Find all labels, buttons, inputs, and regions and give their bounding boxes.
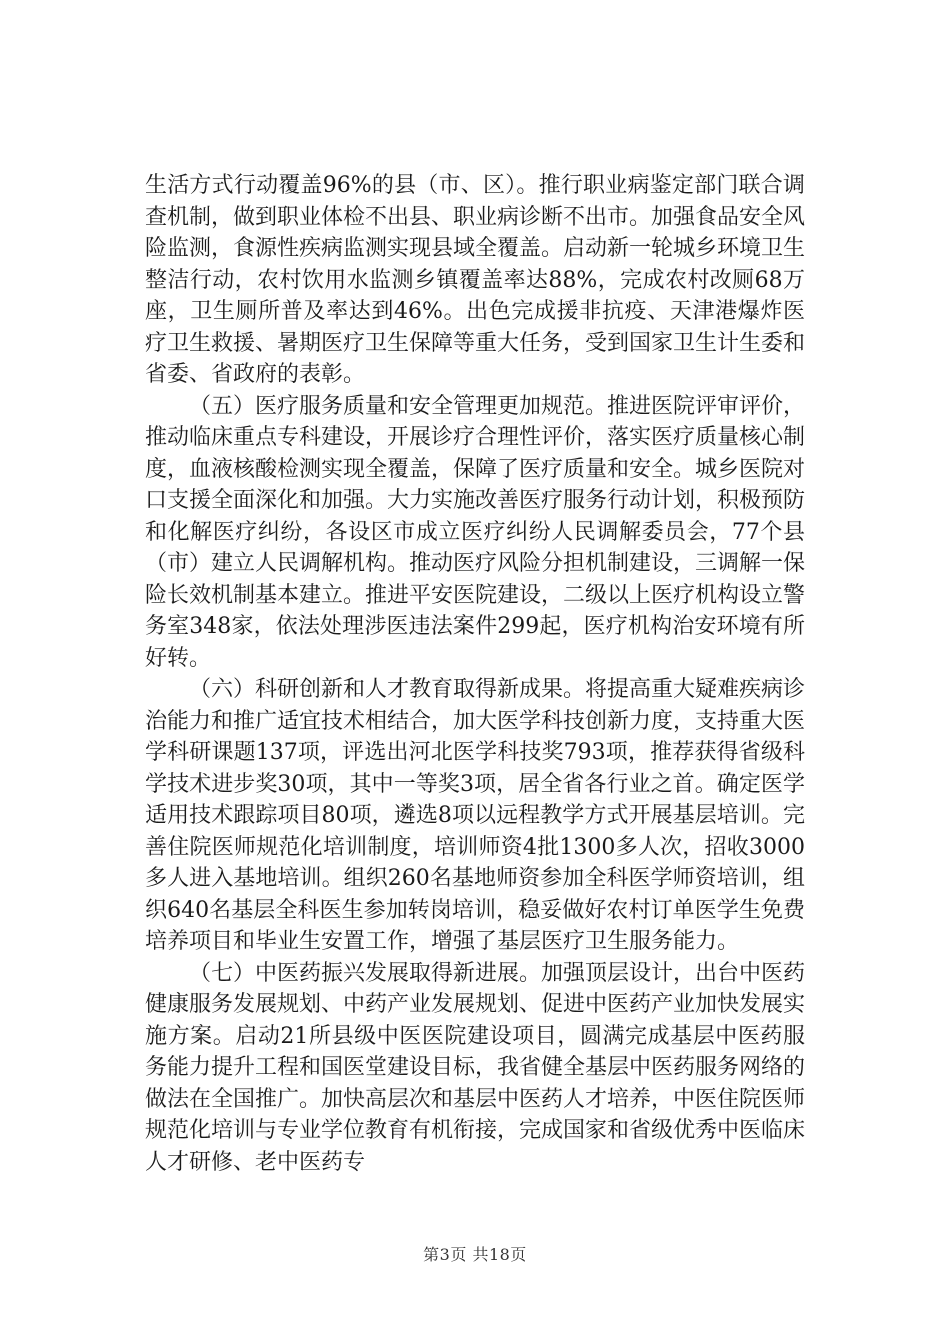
paragraph-section-5: （五）医疗服务质量和安全管理更加规范。推进医院评审评价，推动临床重点专科建设，开展诊疗合理性评价，落实医疗质量核心制度，血液核酸检测实现全覆盖，保障了医疗质量和安全。城乡医院对口支援全面深化和加强。大力实施改善医疗服务行动计划，积极预防和化解医疗纠纷，各设区市成立医疗纠纷人民调解委员会，77个县（市）建立人民调解机构。推动医疗风险分担机制建设，三调解一保险长效机制基本建立。推进平安医院建设，二级以上医疗机构设立警务室348家，依法处理涉医违法案件299起，医疗机构治安环境有所好转。 [145,393,806,671]
document-body [145,170,805,1178]
page-number-footer: 第3页 共18页 [423,1245,527,1264]
paragraph-continuation: 生活方式行动覆盖96%的县（市、区）。推行职业病鉴定部门联合调查机制，做到职业体检不出县、职业病诊断不出市。加强食品安全风险监测，食源性疾病监测实现县域全覆盖。启动新一轮城乡环境卫生整洁行动，农村饮用水监测乡镇覆盖率达88%，完成农村改厕68万座，卫生厕所普及率达到46%。出色完成援非抗疫、天津港爆炸医疗卫生救援、暑期医疗卫生保障等重大任务，受到国家卫生计生委和省委、省政府的表彰。 [145,173,806,387]
paragraph-section-6: （六）科研创新和人才教育取得新成果。将提高重大疑难疾病诊治能力和推广适宜技术相结合，加大医学科技创新力度，支持重大医学科研课题137项，评选出河北医学科技奖793项，推荐获得省级科学技术进步奖30项，其中一等奖3项，居全省各行业之首。确定医学适用技术跟踪项目80项，遴选8项以远程教学方式开展基层培训。完善住院医师规范化培训制度，培训师资4批1300多人次，招收3000多人进入基地培训。组织260名基地师资参加全科医学师资培训，组织640名基层全科医生参加转岗培训，稳妥做好农村订单医学生免费培养项目和毕业生安置工作，增强了基层医疗卫生服务能力。 [145,677,806,954]
paragraph-section-7: （七）中医药振兴发展取得新进展。加强顶层设计，出台中医药健康服务发展规划、中药产业发展规划、促进中医药产业加快发展实施方案。启动21所县级中医医院建设项目，圆满完成基层中医药服务能力提升工程和国医堂建设目标，我省健全基层中医药服务网络的做法在全国推广。加快高层次和基层中医药人才培养，中医住院医师规范化培训与专业学位教育有机衔接，完成国家和省级优秀中医临床人才研修、老中医药专 [145,960,806,1175]
